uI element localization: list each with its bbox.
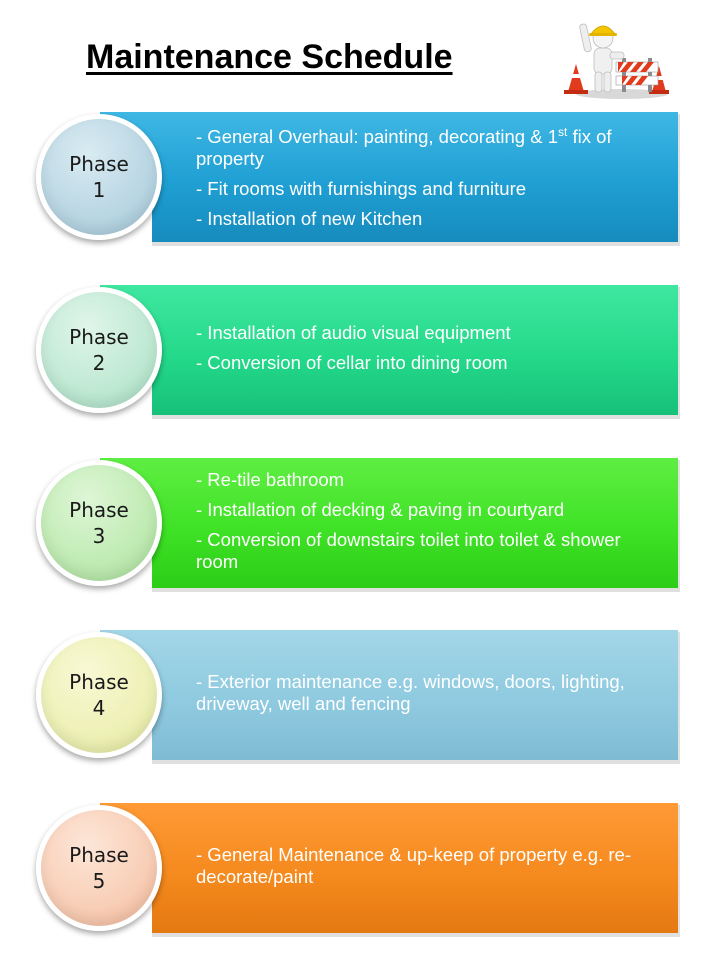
phase-label: Phase [69, 843, 129, 867]
construction-worker-icon [560, 8, 672, 100]
phase-number: 1 [92, 178, 106, 202]
phase-5-task-list [196, 803, 666, 933]
phase-1-task [196, 120, 666, 169]
phase-2-task-list [196, 285, 666, 415]
phase-number: 2 [92, 351, 106, 375]
phase-number: 4 [92, 696, 106, 720]
phase-5-row [0, 803, 720, 943]
phase-1-task-list [196, 112, 666, 242]
phase-3-task: - Installation of decking & paving in courtyard [196, 499, 565, 520]
phase-5-task: - General Maintenance & up-keep of property e.g. re-decorate/paint [196, 844, 631, 887]
phase-1-task: - Fit rooms with furnishings and furniture [196, 177, 527, 199]
phase-4-circle [36, 632, 162, 758]
phase-number: 3 [92, 524, 106, 548]
phase-3-circle [36, 460, 162, 586]
phase-2-row [0, 285, 720, 425]
phase-4-row [0, 630, 720, 770]
phase-1-circle [36, 114, 162, 240]
phase-2-task: - Installation of audio visual equipment [196, 322, 511, 343]
phase-3-task: - Conversion of downstairs toilet into toilet & shower room [196, 529, 621, 572]
phase-1-row [0, 112, 720, 252]
page-title: Maintenance Schedule [86, 38, 453, 76]
ordinal-suffix: st [558, 124, 568, 139]
phase-label: Phase [69, 670, 129, 694]
phase-3-row [0, 458, 720, 598]
phase-4-task-list [196, 630, 666, 760]
phase-label: Phase [69, 325, 129, 349]
phase-number: 5 [92, 869, 106, 893]
phase-label: Phase [69, 152, 129, 176]
phase-label: Phase [69, 498, 129, 522]
phase-3-task-list [196, 458, 666, 588]
phase-5-circle [36, 805, 162, 931]
phase-3-task: - Re-tile bathroom [196, 469, 345, 490]
phase-2-task: - Conversion of cellar into dining room [196, 352, 508, 373]
phase-1-task-text: - General Overhaul: painting, decorating & 1st fix of property [196, 124, 612, 169]
phase-2-circle [36, 287, 162, 413]
phase-4-task: - Exterior maintenance e.g. windows, doors, lighting, driveway, well and fencing [196, 671, 625, 714]
phase-1-task: - Installation of new Kitchen [196, 207, 423, 229]
